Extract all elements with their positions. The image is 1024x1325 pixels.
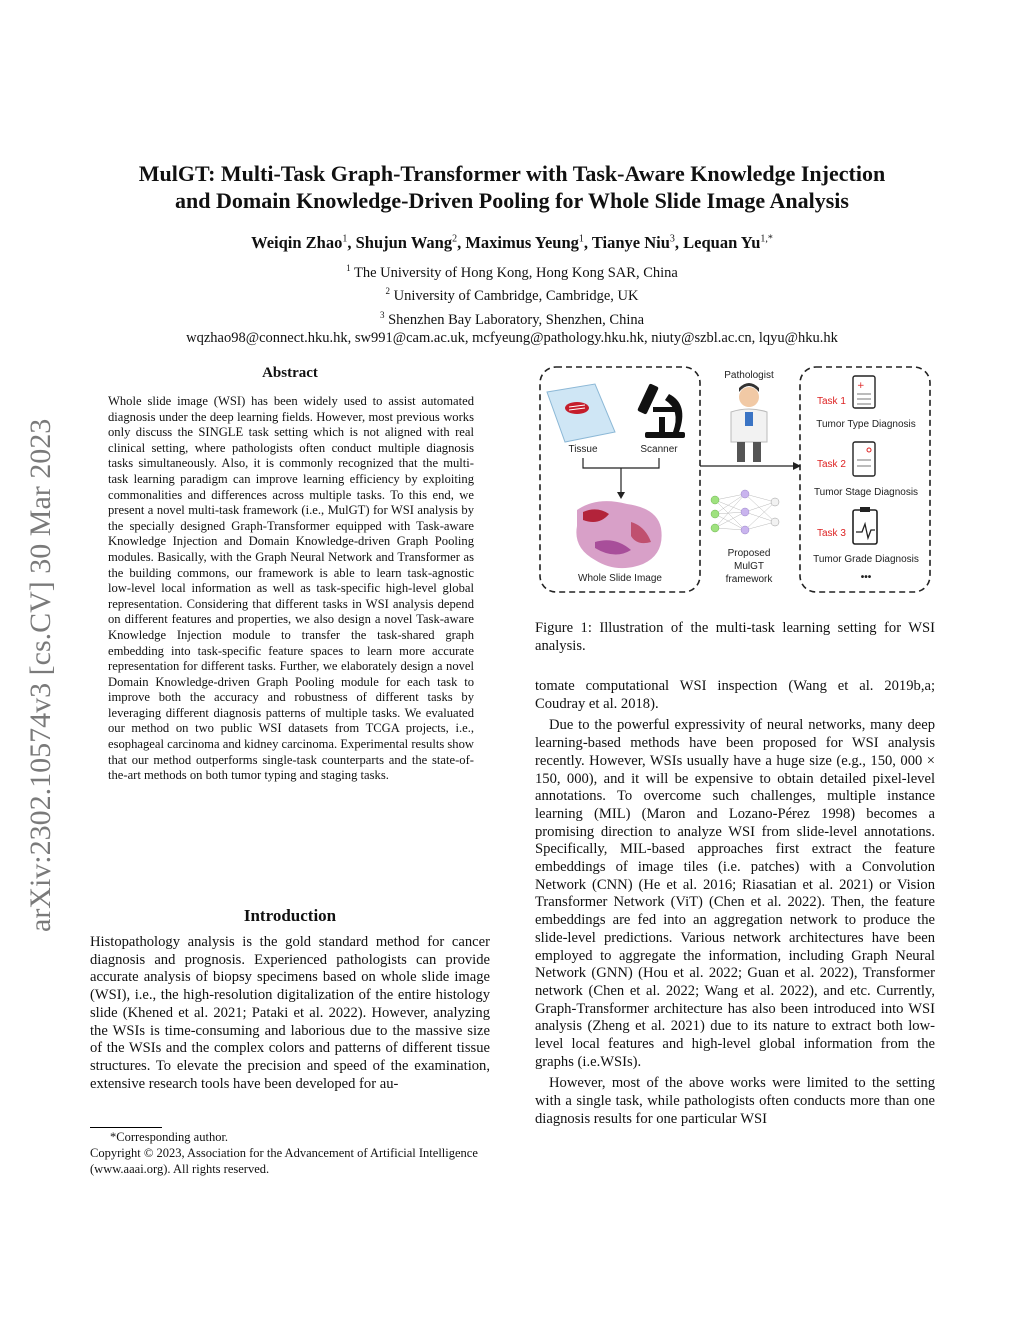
copyright-note: Copyright © 2023, Association for the Advancement of Artificial Intelligence (www.aaai.org). All rights reserved. — [90, 1145, 478, 1176]
author-sup: 1 — [342, 233, 348, 245]
neural-network-icon — [711, 490, 779, 534]
right-column-body — [535, 678, 935, 1129]
affiliation-text: Shenzhen Bay Laboratory, Shenzhen, China — [388, 311, 645, 328]
abstract-text: Whole slide image (WSI) has been widely used to assist automated diagnosis under the deep learning fields. However, most previous works only discuss the SINGLE task setting which is not aligned with real clinical setting, where pathologists often conduct multiple diagnosis tasks simultaneously. Also, it is commonly recognized that the multi-task learning paradigm can improve learning efficiency by exploiting commonalities and differences across multiple tasks. To this end, we present a novel multi-task framework (i.e., MulGT) for WSI analysis by the specially designed Graph-Transformer equipped with Task-aware Knowledge Injection and Domain Knowledge-driven Graph Pooling modules. Basically, with the Graph Neural Network and Transformer as the building commons, our framework is able to learn task-agnostic low-level local information as well as task-specific high-level global representation. Considering that different tasks in WSI analysis depend on different features and properties, we also design a novel Task-aware Knowledge Injection module to transfer the task-shared graph embedding into task-specific feature spaces to learn more accurate representation for different tasks. Further, we elaborately design a novel Domain Knowledge-driven Graph Pooling module for each task to improve both the accuracy and robustness of different tasks by leveraging different diagnosis patterns of multiple tasks. We evaluated our method on two public WSI datasets from TCGA projects, i.e., esophageal carcinoma and kidney carcinoma. Experimental results show that our method outperforms single-task counterparts and the state-of-the-art methods on both tumor typing and staging tasks. — [108, 394, 474, 783]
title-line-1: MulGT: Multi-Task Graph-Transformer with Task-Aware Knowledge Injection — [138, 161, 886, 186]
author: Lequan Yu — [683, 233, 761, 252]
email-list[interactable]: wqzhao98@connect.hku.hk, sw991@cam.ac.uk, mcfyeung@pathology.hku.hk, niuty@szbl.ac.cn, lqyu@hku.hk — [186, 329, 838, 346]
affiliation — [90, 282, 934, 305]
svg-text:+: + — [857, 381, 865, 391]
arxiv-id: arXiv:2302.10574v3 [cs.CV] 30 Mar 2023 — [24, 418, 57, 932]
tissue-slide-icon — [547, 384, 615, 442]
introduction-paragraph: Histopathology analysis is the gold standard method for cancer diagnosis and prognosis. Experienced pathologists can provide accurate analysis of biopsy specimens based on whole slide image (WSI), i.e., the high-resolution digitalization of the entire histology slide (Khened et al. 2021; Pataki et al. 2022). However, analyzing the WSIs is time-consuming and laborious due to the massive size of the WSIs and the complex colors and patterns of different tissue structures. To elevate the precision and speed of the examination, extensive research tools have been developed for au- — [90, 934, 490, 1092]
abstract-heading: Abstract — [262, 365, 318, 381]
affiliation-sup: 2 — [385, 286, 391, 297]
wsi-label: Whole Slide Image — [578, 573, 662, 584]
more-tasks-ellipsis: ••• — [860, 572, 872, 583]
footnote-rule — [90, 1127, 162, 1128]
affiliation-sup: 3 — [379, 309, 385, 320]
pathologist-icon — [731, 383, 767, 462]
down-arrowhead — [617, 492, 625, 499]
paragraph: However, most of the above works were limited to the setting with a single task, while pathologists often conducts more than one diagnosis results for one particular WSI — [535, 1075, 935, 1127]
diagnosis-1-label: Tumor Type Diagnosis — [816, 419, 916, 430]
affiliation-text: University of Cambridge, Cambridge, UK — [393, 288, 639, 305]
paragraph: Due to the powerful expressivity of neural networks, many deep learning-based methods have been proposed for WSI analysis recently. However, WSIs usually have a huge size (e.g., 150, 000 × 150, 000), and it will be expensive to obtain detailed pixel-level annotations. To overcome such challenges, multiple instance learning (MIL) (Maron and Lozano-Pérez 1998) becomes a promising direction to analyze WSI from slide-level annotations. Specifically, MIL-based approaches first extract the feature embeddings of image tiles (i.e. patches) with a Convolution Network (CNN) (He et al. 2016; Riasatian et al. 2021) or Vision Transformer Network (ViT) (Chen et al. 2022). Then, the feature embeddings are fed into an aggregation network to produce the slide-level predictions. Various network architectures have been employed to aggregate the information, including Graph Neural Network (GNN) (Hou et al. 2022; Guan et al. 2022), Transformer network (Chen et al. 2022; Wang et al. 2022), and etc. Currently, Graph-Transformer architecture has also been introduced into WSI analysis (Zheng et al. 2021) due to its nature to extract both low-level local features and high-level global information from the graphs (i.e.WSIs). — [535, 717, 935, 1070]
paper-title — [90, 160, 934, 214]
affiliations — [90, 259, 934, 347]
report-icon — [853, 442, 875, 476]
author-sup: 1,* — [760, 233, 773, 245]
diagnosis-2-label: Tumor Stage Diagnosis — [813, 487, 919, 498]
whole-slide-image-icon — [576, 501, 661, 568]
framework-label: framework — [725, 574, 773, 585]
diagnosis-3-label: Tumor Grade Diagnosis — [813, 554, 919, 565]
paragraph: tomate computational WSI inspection (Wang et al. 2019b,a; Coudray et al. 2018). — [535, 678, 935, 712]
mulgt-label: MulGT — [734, 561, 764, 572]
task-1-label: Task 1 — [817, 396, 846, 407]
title-line-2: and Domain Knowledge-Driven Pooling for Whole Slide Image Analysis — [175, 188, 849, 213]
author-list: Weiqin Zhao$^1$, Shujun Wang$^2$, Maximus Yeung$^1$, Tianye Niu$^3$, Lequan $Yu^{1,*}$ — [251, 233, 773, 252]
heartbeat-clipboard-icon — [853, 507, 877, 544]
affiliation — [90, 259, 934, 282]
affiliation-text: The University of Hong Kong, Hong Kong SAR, China — [354, 264, 678, 281]
author-sup: 2 — [452, 233, 458, 245]
task-3-label: Task 3 — [817, 528, 846, 539]
corresponding-note: *Corresponding author. — [110, 1130, 229, 1144]
pathologist-label: Pathologist — [724, 370, 774, 381]
tissue-label: Tissue — [568, 444, 598, 455]
clipboard-icon — [853, 376, 875, 408]
scanner-label: Scanner — [640, 444, 678, 455]
author: Weiqin Zhao — [251, 233, 343, 252]
introduction-heading: Introduction — [243, 906, 337, 925]
microscope-icon — [637, 383, 685, 438]
author-sup: 1 — [578, 233, 584, 245]
figure-caption: Figure 1: Illustration of the multi-task learning setting for WSI analysis. — [535, 620, 935, 654]
figure-1 — [535, 362, 935, 600]
task-2-label: Task 2 — [817, 459, 846, 470]
author: Maximus Yeung — [465, 233, 579, 252]
footnotes — [90, 1130, 490, 1177]
affiliation-sup: 1 — [346, 263, 351, 273]
author-sup: 3 — [669, 233, 675, 245]
arxiv-stamp — [6, 340, 66, 940]
proposed-label: Proposed — [727, 548, 771, 559]
author: Shujun Wang — [355, 233, 453, 252]
merge-bracket — [583, 458, 659, 468]
author: Tianye Niu — [591, 233, 670, 252]
affiliation — [90, 306, 934, 329]
